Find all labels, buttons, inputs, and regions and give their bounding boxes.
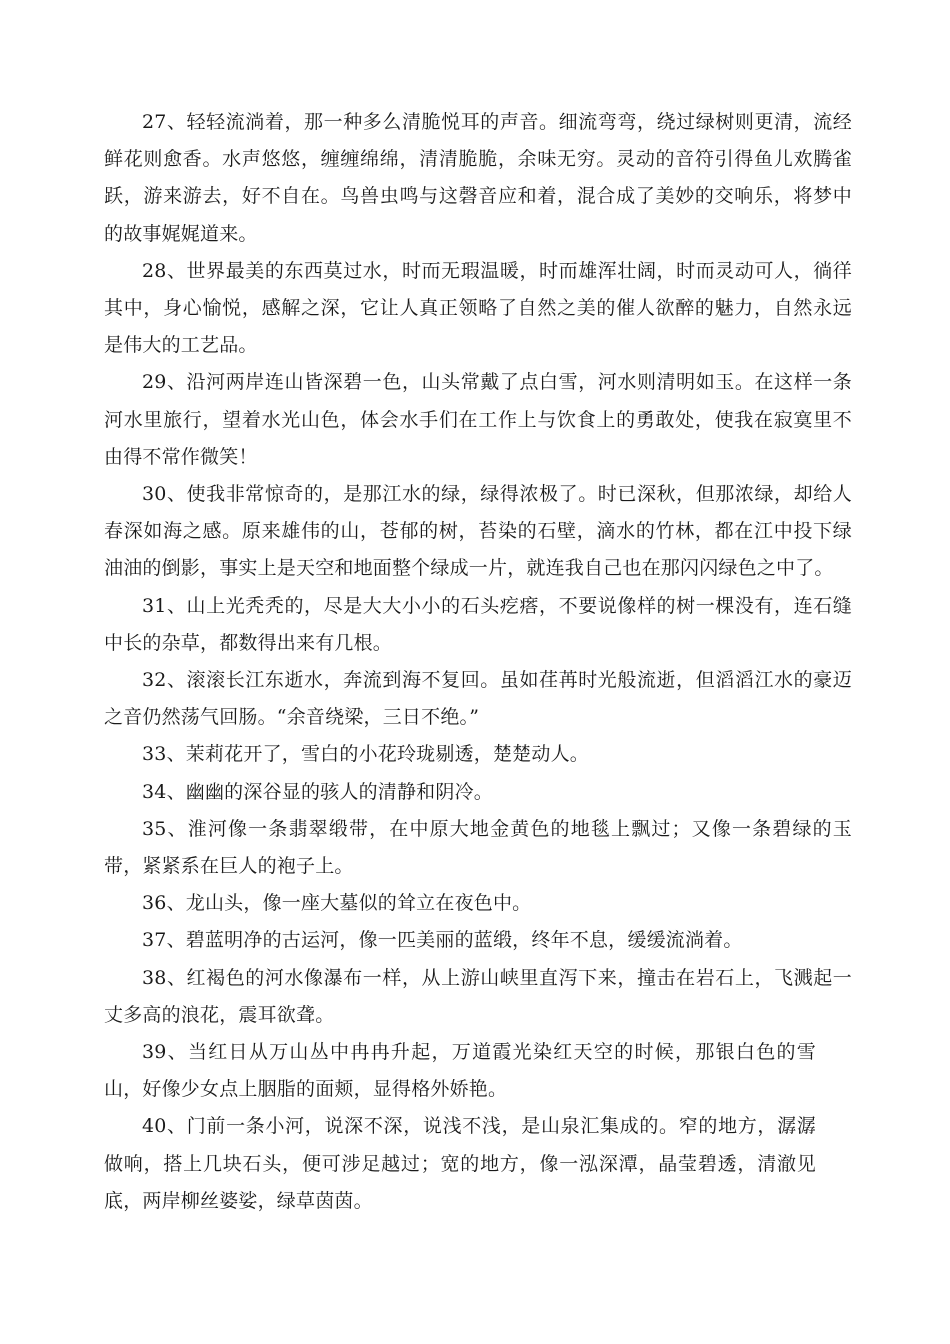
paragraph-40: 40、门前一条小河，说深不深，说浅不浅，是山泉汇集成的。窄的地方，潺潺做响，搭上几块石头，便可涉足越过；宽的地方，像一泓深潭，晶莹碧透，清澈见底，两岸柳丝婆娑，绿草茵茵。	[104, 1115, 816, 1212]
paragraph-33: 33、茉莉花开了，雪白的小花玲珑剔透，楚楚动人。	[142, 743, 589, 766]
paragraph-30: 30、使我非常惊奇的，是那江水的绿，绿得浓极了。时已深秋，但那浓绿，却给人春深如海之感。原来雄伟的山，苍郁的树，苔染的石壁，滴水的竹林，都在江中投下绿油油的倒影，事实上是天空和地面整个绿成一片，就连我自己也在那闪闪绿色之中了。	[104, 483, 852, 580]
paragraph-36: 36、龙山头，像一座大墓似的耸立在夜色中。	[142, 892, 532, 915]
paragraph-29: 29、沿河两岸连山皆深碧一色，山头常戴了点白雪，河水则清明如玉。在这样一条河水里旅行，望着水光山色，体会水手们在工作上与饮食上的勇敢处，使我在寂寞里不由得不常作微笑！	[104, 371, 852, 468]
paragraph-39: 39、当红日从万山丛中冉冉升起，万道霞光染红天空的时候，那银白色的雪山，好像少女点上胭脂的面颊，显得格外娇艳。	[104, 1041, 816, 1101]
paragraph-28: 28、世界最美的东西莫过水，时而无瑕温暖，时而雄浑壮阔，时而灵动可人，徜徉其中，身心愉悦，感解之深，它让人真正领略了自然之美的催人欲醉的魅力，自然永远是伟大的工艺品。	[104, 259, 852, 357]
paragraph-32: 32、滚滚长江东逝水，奔流到海不复回。虽如荏苒时光般流逝，但滔滔江水的豪迈之音仍然荡气回肠。“余音绕梁，三日不绝。”	[104, 669, 852, 729]
paragraph-35: 35、淮河像一条翡翠缎带，在中原大地金黄色的地毯上飘过；又像一条碧绿的玉带，紧紧系在巨人的袍子上。	[104, 817, 852, 878]
document-body	[104, 104, 852, 1220]
paragraph-27: 27、轻轻流淌着，那一种多么清脆悦耳的声音。细流弯弯，绕过绿树则更清，流经鲜花则愈香。水声悠悠，缠缠绵绵，清清脆脆，余味无穷。灵动的音符引得鱼儿欢腾雀跃，游来游去，好不自在。鸟兽虫鸣与这磬音应和着，混合成了美妙的交响乐，将梦中的故事娓娓道来。	[104, 111, 852, 245]
paragraph-38: 38、红褐色的河水像瀑布一样，从上游山峡里直泻下来，撞击在岩石上，飞溅起一丈多高的浪花，震耳欲聋。	[104, 966, 852, 1026]
paragraph-31: 31、山上光秃秃的，尽是大大小小的石头疙瘩，不要说像样的树一棵没有，连石缝中长的杂草，都数得出来有几根。	[104, 594, 852, 654]
paragraph-34: 34、幽幽的深谷显的骇人的清静和阴冷。	[142, 780, 493, 803]
paragraph-37: 37、碧蓝明净的古运河，像一匹美丽的蓝缎，终年不息，缓缓流淌着。	[142, 929, 743, 952]
